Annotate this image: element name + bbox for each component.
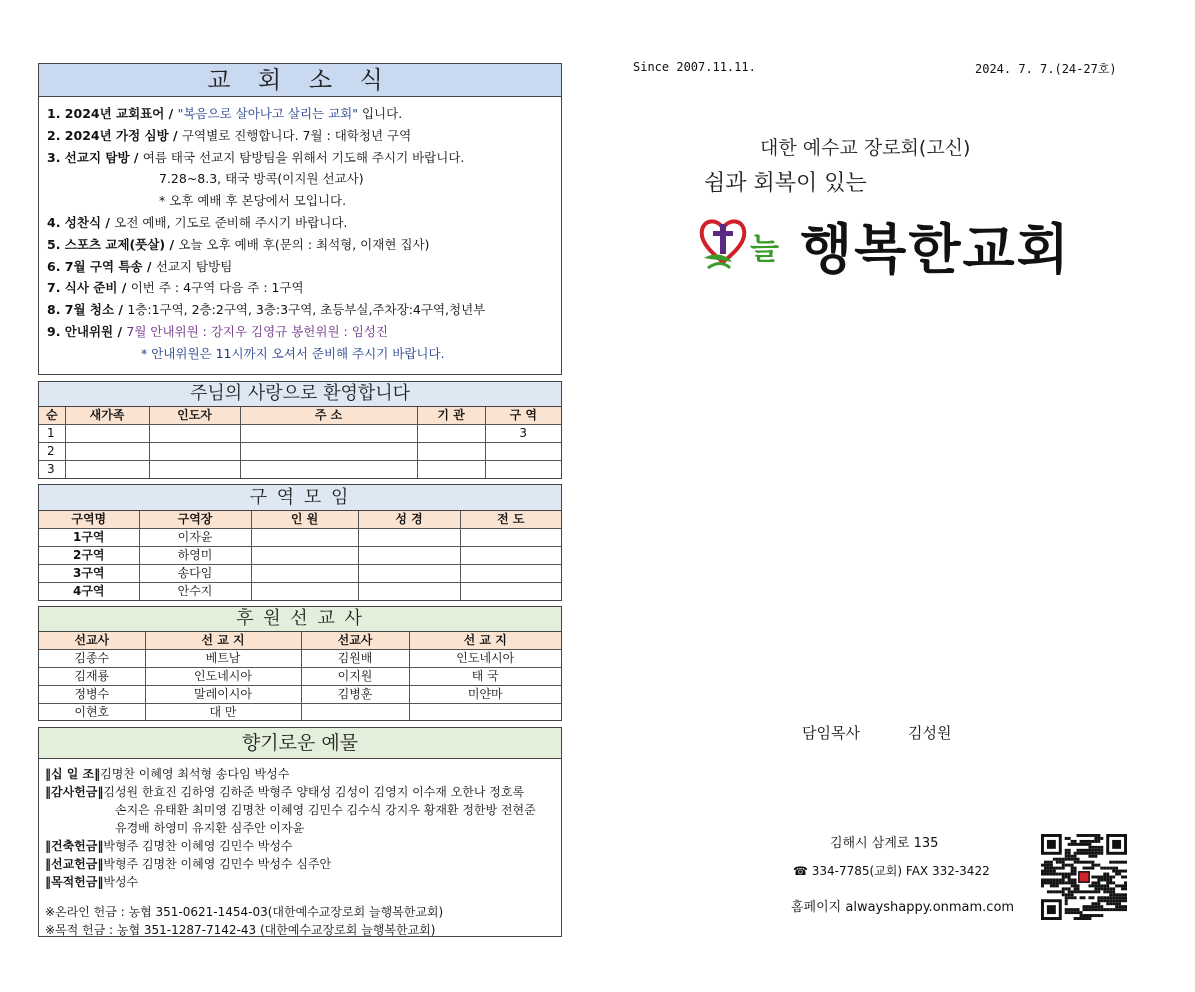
table-cell: 안수지	[139, 583, 251, 601]
table-cell	[417, 425, 485, 443]
news-item	[47, 168, 561, 190]
missionary-title: 후 원 선 교 사	[39, 607, 561, 632]
news-item-label: 8. 7월 청소 /	[47, 302, 128, 318]
table-cell: 인도네시아	[409, 650, 561, 668]
table-cell	[149, 425, 240, 443]
table-header-cell: 구역장	[139, 511, 251, 529]
news-item	[47, 299, 561, 321]
table-cell	[251, 529, 358, 547]
table-cell	[460, 547, 561, 565]
church-name: 행복한교회	[800, 218, 1071, 281]
table-cell: 2구역	[39, 547, 139, 565]
table-header-cell: 구 역	[485, 407, 561, 425]
table-cell	[358, 547, 460, 565]
table-cell	[358, 583, 460, 601]
table-row	[39, 704, 561, 722]
offering-box	[38, 727, 562, 937]
church-news-list	[39, 97, 561, 365]
table-cell: 이지원	[301, 668, 409, 686]
offering-names: 김명찬 이혜영 최석형 송다임 박성수	[100, 767, 290, 781]
news-item-highlight: "복음으로 살아나고 살리는 교회"	[177, 106, 358, 121]
table-header-cell: 순	[39, 407, 65, 425]
news-item	[47, 277, 561, 299]
news-item	[47, 321, 561, 343]
table-header-cell: 주 소	[240, 407, 417, 425]
table-cell	[301, 704, 409, 722]
table-cell	[240, 461, 417, 479]
offering-label: ‖감사헌금‖	[45, 785, 104, 799]
news-item-highlight: 7월 안내위원 : 강지우 김영규 봉헌위원 : 임성진	[126, 323, 388, 339]
table-header-cell: 인도자	[149, 407, 240, 425]
news-item-text: 7.28~8.3, 태국 방콕(이지원 선교사)	[159, 171, 364, 187]
news-item-label: 7. 식사 준비 /	[47, 280, 131, 296]
offering-label: ‖선교헌금‖	[45, 857, 104, 871]
table-cell	[251, 583, 358, 601]
table-cell: 이현호	[39, 704, 145, 722]
news-item	[47, 190, 561, 212]
table-header-cell: 선 교 지	[409, 632, 561, 650]
table-cell: 인도네시아	[145, 668, 301, 686]
table-cell: 김종수	[39, 650, 145, 668]
table-cell: 1구역	[39, 529, 139, 547]
offering-names: 박형주 김명찬 이혜영 김민수 박성수 심주안	[103, 857, 332, 871]
issue-date: 2024. 7. 7.(24-27호)	[975, 62, 1117, 76]
table-cell: 김원배	[301, 650, 409, 668]
table-cell	[409, 704, 561, 722]
table-header-row	[39, 632, 561, 650]
offering-row	[45, 783, 561, 801]
news-item-highlight: * 안내위원은 11시까지 오셔서 준비해 주시기 바랍니다.	[141, 345, 445, 361]
news-item	[47, 147, 561, 169]
offering-accounts	[45, 903, 561, 939]
offering-title: 향기로운 예물	[39, 728, 561, 759]
church-phone: ☎ 334-7785(교회) FAX 332-3422	[793, 864, 990, 878]
table-cell: 1	[39, 425, 65, 443]
pastor-name: 김성원	[908, 724, 952, 742]
table-header-cell: 선교사	[301, 632, 409, 650]
logo-prefix: 늘	[750, 232, 779, 267]
table-cell: 송다임	[139, 565, 251, 583]
church-logo	[698, 210, 798, 272]
offering-row	[45, 837, 561, 855]
news-item-text: * 오후 예배 후 본당에서 모입니다.	[159, 193, 347, 209]
table-header-cell: 새가족	[65, 407, 149, 425]
table-row	[39, 686, 561, 704]
news-item	[47, 125, 561, 147]
table-header-row	[39, 511, 561, 529]
offering-row	[45, 819, 561, 837]
news-item-text: 이번 주 : 4구역 다음 주 : 1구역	[130, 280, 304, 296]
welcome-title: 주님의 사랑으로 환영합니다	[39, 382, 561, 407]
district-title: 구 역 모 임	[39, 485, 561, 511]
church-homepage[interactable]: 홈페이지 alwayshappy.onmam.com	[791, 900, 1015, 915]
news-item-tail: 입니다.	[358, 106, 403, 121]
district-box	[38, 484, 562, 601]
news-item-label: 3. 선교지 탐방 /	[47, 149, 143, 165]
news-item-label: 2. 2024년 가정 심방 /	[47, 127, 182, 143]
table-cell	[417, 443, 485, 461]
offering-account: ※목적 헌금 : 농협 351-1287-7142-43 (대한예수교장로회 늘행복한교회)	[45, 923, 436, 937]
offering-row	[45, 873, 561, 891]
denomination: 대한 예수교 장로회(고신)	[760, 137, 971, 159]
table-cell: 대 만	[145, 704, 301, 722]
table-row	[39, 443, 561, 461]
offering-account: ※온라인 헌금 : 농협 351-0621-1454-03(대한예수교장로회 늘행복한교회)	[45, 905, 444, 919]
table-cell	[149, 443, 240, 461]
news-item	[47, 256, 561, 278]
news-item-text: 오늘 오후 예배 후(문의 : 최석형, 이재현 집사)	[178, 236, 430, 252]
table-row	[39, 583, 561, 601]
welcome-box	[38, 381, 562, 479]
table-cell	[251, 565, 358, 583]
missionary-box	[38, 606, 562, 721]
offering-row	[45, 855, 561, 873]
table-cell	[65, 461, 149, 479]
table-row	[39, 529, 561, 547]
table-cell: 김병훈	[301, 686, 409, 704]
heart-cross-icon	[698, 210, 748, 272]
table-cell	[65, 425, 149, 443]
church-news-box	[38, 63, 562, 375]
table-cell: 3	[485, 425, 561, 443]
table-cell	[460, 583, 561, 601]
news-item-text: 오전 예배, 기도로 준비해 주시기 바랍니다.	[114, 214, 348, 230]
news-item-label: 6. 7월 구역 특송 /	[47, 258, 156, 274]
offering-label: ‖건축헌금‖	[45, 839, 104, 853]
table-cell	[358, 565, 460, 583]
table-header-cell: 성 경	[358, 511, 460, 529]
welcome-table	[39, 407, 561, 478]
offering-row	[45, 765, 561, 783]
table-header-cell: 선 교 지	[145, 632, 301, 650]
table-cell: 정병수	[39, 686, 145, 704]
offering-names: 김성원 한효진 김하영 김하준 박형주 양태성 김성이 김영지 이수재 오한나 정호록	[103, 785, 525, 799]
offering-names: 유경배 하영미 유지환 심주안 이자윤	[115, 821, 305, 835]
table-row	[39, 461, 561, 479]
table-cell	[65, 443, 149, 461]
table-header-cell: 구역명	[39, 511, 139, 529]
missionary-table	[39, 632, 561, 721]
offering-row	[45, 801, 561, 819]
table-row	[39, 425, 561, 443]
table-header-row	[39, 407, 561, 425]
since-date: Since 2007.11.11.	[633, 60, 756, 74]
table-cell	[417, 461, 485, 479]
table-cell: 김재룡	[39, 668, 145, 686]
table-cell	[358, 529, 460, 547]
table-row	[39, 668, 561, 686]
news-item-label: 4. 성찬식 /	[47, 214, 115, 230]
table-header-cell: 기 관	[417, 407, 485, 425]
table-cell: 미얀마	[409, 686, 561, 704]
table-row	[39, 650, 561, 668]
church-address: 김해시 삼계로 135	[830, 836, 939, 851]
offering-names: 박성수	[103, 875, 139, 889]
offering-list	[45, 765, 561, 891]
table-cell	[460, 529, 561, 547]
table-cell: 4구역	[39, 583, 139, 601]
news-item-label: 1. 2024년 교회표어 /	[47, 106, 178, 121]
offering-label: ‖십 일 조‖	[45, 767, 101, 781]
table-cell: 2	[39, 443, 65, 461]
church-news-title: 교 회 소 식	[39, 64, 561, 97]
table-cell	[240, 443, 417, 461]
table-cell	[485, 443, 561, 461]
news-item-label: 5. 스포츠 교제(풋살) /	[47, 236, 179, 252]
news-item-text: 여름 태국 선교지 탐방팀을 위해서 기도해 주시기 바랍니다.	[142, 149, 465, 165]
offering-body	[39, 759, 561, 939]
table-row	[39, 547, 561, 565]
table-cell: 이자윤	[139, 529, 251, 547]
table-cell	[149, 461, 240, 479]
table-cell	[460, 565, 561, 583]
table-cell: 3	[39, 461, 65, 479]
table-cell: 하영미	[139, 547, 251, 565]
tagline: 쉼과 회복이 있는	[704, 171, 867, 196]
table-cell	[240, 425, 417, 443]
news-item	[47, 343, 561, 365]
table-cell: 말레이시아	[145, 686, 301, 704]
offering-names: 손지은 유태환 최미영 김명찬 이혜영 김민수 김수식 강지우 황재환 정한방 전현준	[115, 803, 536, 817]
qr-code-icon[interactable]	[1041, 834, 1127, 920]
table-cell	[485, 461, 561, 479]
table-header-cell: 선교사	[39, 632, 145, 650]
news-item-text: 선교지 탐방팀	[155, 258, 233, 274]
district-table	[39, 511, 561, 600]
table-row	[39, 565, 561, 583]
table-header-cell: 인 원	[251, 511, 358, 529]
offering-names: 박형주 김명찬 이혜영 김민수 박성수	[103, 839, 293, 853]
news-item	[47, 103, 561, 125]
table-cell	[251, 547, 358, 565]
news-item-text: 1층:1구역, 2층:2구역, 3층:3구역, 초등부실,주차장:4구역,청년부	[127, 302, 486, 318]
table-cell: 3구역	[39, 565, 139, 583]
news-item-text: 구역별로 진행합니다. 7월 : 대학청년 구역	[181, 127, 412, 143]
table-cell: 태 국	[409, 668, 561, 686]
pastor-label: 담임목사	[802, 724, 860, 742]
offering-label: ‖목적헌금‖	[45, 875, 104, 889]
table-header-cell: 전 도	[460, 511, 561, 529]
news-item	[47, 212, 561, 234]
table-cell: 베트남	[145, 650, 301, 668]
news-item-label: 9. 안내위원 /	[47, 323, 127, 339]
news-item	[47, 234, 561, 256]
